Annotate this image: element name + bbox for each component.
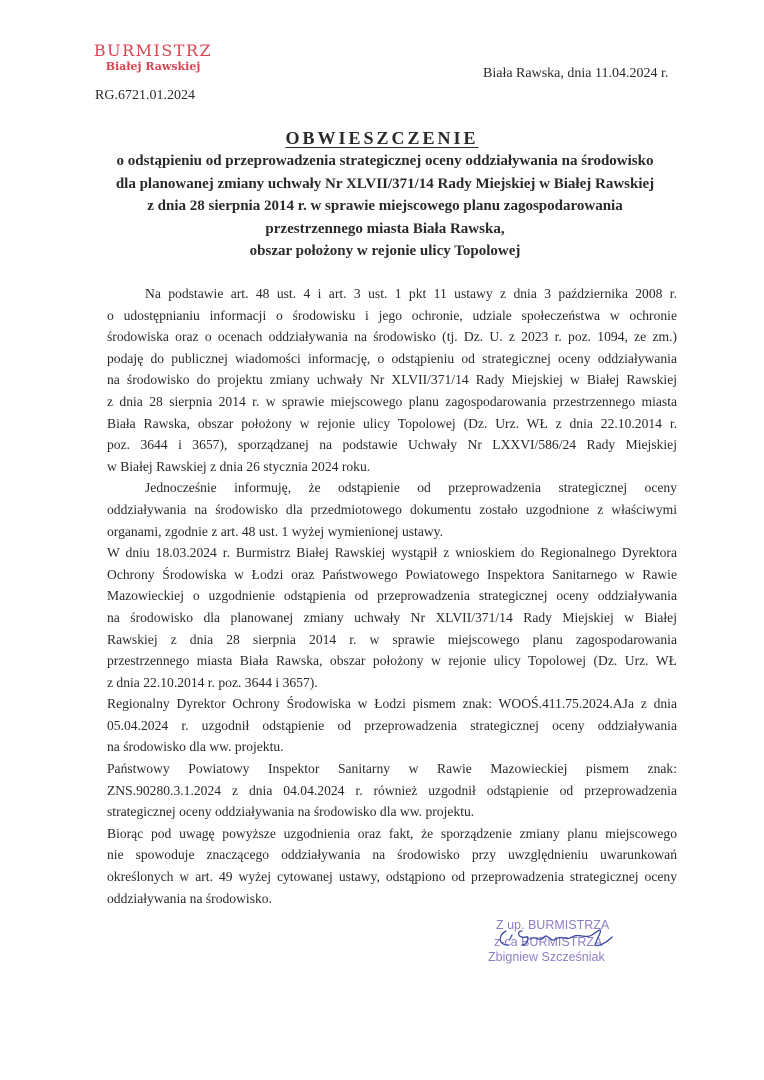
body-line: oddziaływania na środowisko dla przedmiotowego dokumentu zostało uzgodnione z właściwymi [107, 501, 677, 517]
body-line: strategicznej oceny oddziaływania na środowisko dla ww. projektu. [107, 804, 475, 820]
signature-role-line: z-ca BURMISTRZA [494, 935, 603, 949]
body-line: oddziaływania na środowisko. [107, 890, 272, 906]
body-line: Rawskiej z dnia 28 sierpnia 2014 r. w sprawie miejscowego planu zagospodarowania [107, 631, 677, 647]
document-title-text: OBWIESZCZENIE [285, 128, 479, 148]
body-line: na środowisko dla ww. projektu. [107, 739, 284, 755]
mayor-stamp [88, 42, 218, 74]
body-line: Biorąc pod uwagę powyższe uzgodnienia oraz fakt, że sporządzenie zmiany planu miejscowego [107, 825, 677, 841]
reference-number: RG.6721.01.2024 [95, 88, 195, 103]
subtitle-line: z dnia 28 sierpnia 2014 r. w sprawie miejscowego planu zagospodarowania [147, 198, 623, 214]
body-line: na środowisko dla planowanej zmiany uchwały Nr XLVII/371/14 Rady Miejskiej w Białej [107, 609, 677, 625]
body-line: przestrzennego miasta Biała Rawska, obszar położony w rejonie ulicy Topolowej (Dz. Urz. WŁ [107, 653, 677, 669]
body-line: środowiska oraz o ocenach oddziaływania na środowisko (tj. Dz. U. z 2023 r. poz. 1094, ze zm.) [107, 329, 677, 345]
body-line: na środowisko do projektu zmiany uchwały Nr XLVII/371/14 Rady Miejskiej w Białej Rawskiej [107, 372, 677, 388]
subtitle-line: obszar położony w rejonie ulicy Topolowej [249, 243, 521, 259]
body-line: Regionalny Dyrektor Ochrony Środowiska w Łodzi pismem znak: WOOŚ.411.75.2024.AJa z dnia [107, 696, 677, 712]
stamp-subtitle: Białej Rawskiej [105, 60, 201, 73]
signature-authority-line: Z up. BURMISTRZA [496, 918, 610, 932]
signature-stamp [488, 918, 628, 965]
body-line: Państwowy Powiatowy Inspektor Sanitarny w Rawie Mazowieckiej pismem znak: [107, 761, 677, 777]
document-subtitle [100, 150, 670, 263]
subtitle-line: o odstąpieniu od przeprowadzenia strategicznej oceny oddziaływania na środowisko [116, 153, 654, 169]
body-line: poz. 3644 i 3657), sporządzanej na podstawie Uchwały Nr LXXVI/586/24 Rady Miejskiej [107, 437, 677, 453]
body-line: ZNS.90280.3.1.2024 z dnia 04.04.2024 r. również uzgodnił odstąpienie od przeprowadzenia [107, 782, 677, 798]
subtitle-line: przestrzennego miasta Biała Rawska, [265, 220, 505, 237]
body-line: 05.04.2024 r. uzgodnił odstąpienie od przeprowadzenia strategicznej oceny oddziaływania [107, 717, 677, 733]
signature-name-line: Zbigniew Szcześniak [488, 950, 605, 964]
place-and-date: Biała Rawska, dnia 11.04.2024 r. [483, 66, 669, 81]
body-line: Na podstawie art. 48 ust. 4 i art. 3 ust. 1 pkt 11 ustawy z dnia 3 października 2008 r. [145, 286, 677, 301]
body-line: w Białej Rawskiej z dnia 26 stycznia 2024 roku. [107, 458, 371, 474]
document-title [0, 128, 764, 149]
handwritten-signature-icon [496, 923, 616, 953]
body-line: nie spowoduje znaczącego oddziaływania na środowisko przy uwzględnieniu uwarunkowań [107, 847, 677, 863]
stamp-title: BURMISTRZ [93, 41, 213, 60]
body-line: W dniu 18.03.2024 r. Burmistrz Białej Rawskiej wystąpił z wnioskiem do Regionalnego Dyrektora [107, 545, 677, 561]
body-line: z dnia 22.10.2014 r. poz. 3644 i 3657). [107, 674, 318, 690]
body-line: z dnia 28 sierpnia 2014 r. w sprawie miejscowego planu zagospodarowania przestrzennego miasta [107, 393, 677, 409]
body-line: określonych w art. 49 wyżej cytowanej ustawy, odstąpiono od przeprowadzenia strategicznej oceny [107, 869, 677, 885]
body-line: organami, zgodnie z art. 48 ust. 1 wyżej wymienionej ustawy. [107, 523, 443, 539]
body-line: podaję do publicznej wiadomości informację, o odstąpieniu od strategicznej oceny oddziaływania [107, 350, 677, 366]
subtitle-line: dla planowanej zmiany uchwały Nr XLVII/371/14 Rady Miejskiej w Białej Rawskiej [115, 175, 655, 192]
body-line: Mazowieckiej o uzgodnienie odstąpienia od przeprowadzenia strategicznej oceny oddziaływania [107, 588, 677, 604]
body-line: o udostępnianiu informacji o środowisku i jego ochronie, udziale społeczeństwa w ochronie [107, 307, 677, 323]
document-body [107, 283, 677, 909]
body-line: Jednocześnie informuję, że odstąpienie od przeprowadzenia strategicznej oceny [145, 480, 677, 496]
body-line: Ochrony Środowiska w Łodzi oraz Państwowego Powiatowego Inspektora Sanitarnego w Rawie [107, 566, 677, 582]
body-line: Biała Rawska, obszar położony w rejonie ulicy Topolowej (Dz. Urz. WŁ z dnia 22.10.2014 r. [107, 415, 677, 431]
